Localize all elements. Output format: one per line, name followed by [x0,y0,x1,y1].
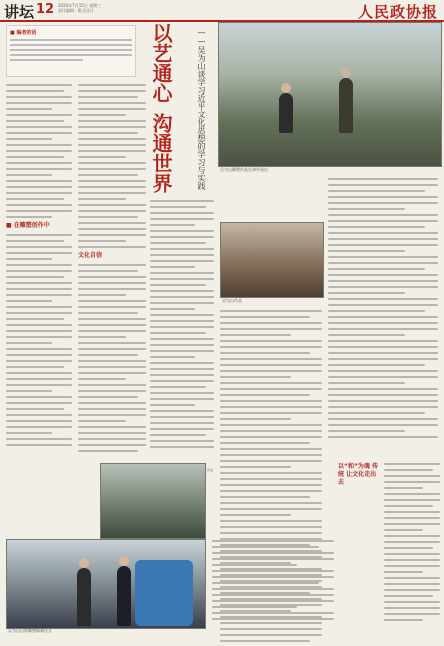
section-subhead: ■ 在雕塑创作中 [6,222,50,229]
text-line [10,44,132,46]
photo-caption: 吴为山出席雕塑揭幕仪式 [8,628,52,633]
masthead-meta [58,3,248,13]
masthead [0,0,444,22]
article-title [150,23,188,193]
text-line [10,54,132,56]
text-column-1 [6,84,72,450]
sculpture-closeup-photo [220,222,324,298]
sculpture-outdoor-photo [100,463,206,539]
photo-caption: 吴为山作品 [222,298,242,303]
editor-note [6,25,136,77]
newspaper-logo: 人民政协报 [357,3,438,21]
article-subtitle: ——吴为山谈学习近平文化思想的学习与实践 [197,28,206,190]
masthead-meta-line: 2020年7月15日 星期三 [58,3,102,8]
text-column-2 [78,84,146,456]
photo-caption: 吴为山雕塑作品在海外展出 [220,167,268,172]
page-number: 12 [36,2,55,17]
text-line [10,59,83,61]
article-title-part-2: 沟通世界 [149,113,173,193]
unveiling-ceremony-photo [6,539,206,629]
section-name: 讲坛 [4,3,35,21]
masthead-meta-line: 责任编辑 · 版式设计 [58,8,94,13]
text-column-3 [150,200,214,452]
text-column-6 [384,463,440,625]
article-title-part-1: 以艺通心 [149,23,173,103]
editor-note-title: ■ 编者的话 [10,30,37,36]
text-line [10,49,132,51]
text-column-7 [212,540,334,624]
photo-caption: 作品 [207,468,214,472]
pull-quote: 以“和”为魂 传统 让文化走出去 [338,463,378,486]
text-line [10,39,132,41]
text-column-4 [328,178,438,442]
sculpture-garden-photo [218,22,442,167]
section-subhead: 文化自信 [78,252,103,259]
